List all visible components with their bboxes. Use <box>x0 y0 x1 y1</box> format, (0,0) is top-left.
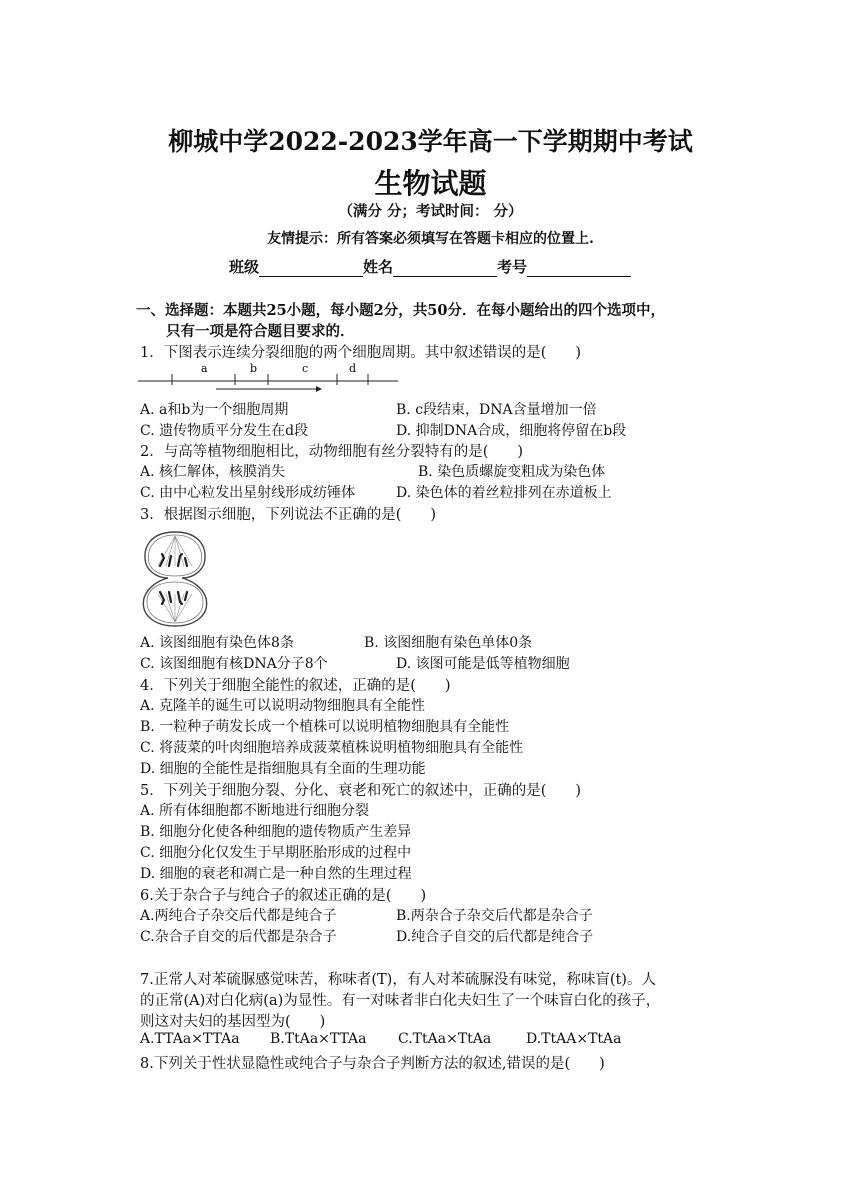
q6-option-a[interactable]: A.两纯合子杂交后代都是纯合子 <box>140 908 337 924</box>
q4-option-d[interactable]: D. 细胞的全能性是指细胞具有全面的生理功能 <box>140 761 426 777</box>
q6-option-c[interactable]: C.杂合子自交的后代都是杂合子 <box>140 929 337 945</box>
section-heading-line2: 只有一项是符合题目要求的． <box>166 323 355 340</box>
q2-option-c[interactable]: C. 由中心粒发出星射线形成纺锤体 <box>140 485 356 501</box>
question-2-stem: 2．与高等植物细胞相比，动物细胞有丝分裂特有的是( ) <box>140 444 524 460</box>
student-info-fields <box>229 256 631 277</box>
question-6-stem: 6.关于杂合子与纯合子的叙述正确的是( ) <box>140 888 427 904</box>
exam-title: 柳城中学2022-2023学年高一下学期期中考试 <box>168 127 693 156</box>
question-7-stem-line2: 的正常(A)对白化病(a)为显性。有一对味者非白化夫妇生了一个味盲白化的孩子， <box>140 993 661 1009</box>
question-8-stem: 8.下列关于性状显隐性或纯合子与杂合子判断方法的叙述,错误的是( ) <box>140 1056 605 1072</box>
question-3-stem: 3．根据图示细胞，下列说法不正确的是( ) <box>140 507 437 523</box>
figure-label-d: d <box>349 362 357 375</box>
q2-option-b[interactable]: B. 染色质螺旋变粗成为染色体 <box>418 464 606 480</box>
q3-option-c[interactable]: C. 该图细胞有核DNA分子8个 <box>140 656 328 672</box>
q1-option-c[interactable]: C. 遗传物质平分发生在d段 <box>140 423 309 439</box>
id-label: 考号 <box>497 258 528 276</box>
q4-option-b[interactable]: B. 一粒种子萌发长成一个植株可以说明植物细胞具有全能性 <box>140 719 510 735</box>
q4-option-a[interactable]: A. 克隆羊的诞生可以说明动物细胞具有全能性 <box>140 698 426 714</box>
q3-option-d[interactable]: D. 该图可能是低等植物细胞 <box>396 656 570 672</box>
q4-option-c[interactable]: C. 将菠菜的叶肉细胞培养成菠菜植株说明植物细胞具有全能性 <box>140 740 524 756</box>
question-5-stem: 5．下列关于细胞分裂、分化、衰老和死亡的叙述中，正确的是( ) <box>140 783 582 799</box>
exam-subtitle: 生物试题 <box>374 167 487 200</box>
q3-option-a[interactable]: A. 该图细胞有染色体8条 <box>140 635 294 651</box>
exam-tip: 友情提示：所有答案必须填写在答题卡相应的位置上. <box>267 231 594 247</box>
name-blank[interactable] <box>393 261 497 277</box>
q5-option-a[interactable]: A. 所有体细胞都不断地进行细胞分裂 <box>140 803 370 819</box>
q5-option-b[interactable]: B. 细胞分化使各种细胞的遗传物质产生差异 <box>140 824 412 840</box>
q7-option-a[interactable]: A.TTAa×TTAa <box>140 1031 240 1047</box>
q1-option-b[interactable]: B. c段结束，DNA含量增加一倍 <box>396 402 597 418</box>
q7-option-b[interactable]: B.TtAa×TTAa <box>270 1031 367 1047</box>
q1-option-a[interactable]: A. a和b为一个细胞周期 <box>140 402 289 418</box>
name-label: 姓名 <box>363 258 394 276</box>
q5-option-d[interactable]: D. 细胞的衰老和凋亡是一种自然的生理过程 <box>140 866 412 882</box>
q6-option-b[interactable]: B.两杂合子杂交后代都是杂合子 <box>396 908 593 924</box>
id-blank[interactable] <box>527 261 631 277</box>
q3-option-b[interactable]: B. 该图细胞有染色单体0条 <box>364 635 533 651</box>
question-7-stem-line1: 7.正常人对苯硫脲感觉味苦，称味者(T)，有人对苯硫脲没有味觉，称味盲(t)。人 <box>140 972 656 988</box>
q5-option-c[interactable]: C. 细胞分化仅发生于早期胚胎形成的过程中 <box>140 845 412 861</box>
class-blank[interactable] <box>259 261 363 277</box>
figure-label-a: a <box>201 362 208 375</box>
q7-option-c[interactable]: C.TtAa×TtAa <box>398 1031 492 1047</box>
figure-label-b: b <box>250 362 258 375</box>
q6-option-d[interactable]: D.纯合子自交的后代都是纯合子 <box>396 929 594 945</box>
question-1-stem: 1．下图表示连续分裂细胞的两个细胞周期。其中叙述错误的是( ) <box>140 345 582 361</box>
dividing-cell-figure <box>138 526 212 630</box>
q2-option-d[interactable]: D. 染色体的着丝粒排列在赤道板上 <box>396 485 612 501</box>
class-label: 班级 <box>229 258 260 276</box>
figure-label-c: c <box>302 362 309 375</box>
q7-option-d[interactable]: D.TtAA×TtAa <box>526 1031 622 1047</box>
exam-meta: （满分 分；考试时间： 分） <box>338 203 523 220</box>
section-heading: 一、选择题：本题共25小题，每小题2分，共50分．在每小题给出的四个选项中， <box>136 302 665 319</box>
cell-cycle-line-figure <box>136 358 406 394</box>
question-7-stem-line3: 则这对夫妇的基因型为( ) <box>140 1014 326 1030</box>
q1-option-d[interactable]: D. 抑制DNA合成，细胞将停留在b段 <box>396 423 627 439</box>
question-4-stem: 4．下列关于细胞全能性的叙述，正确的是( ) <box>140 678 451 694</box>
q2-option-a[interactable]: A. 核仁解体，核膜消失 <box>140 464 286 480</box>
